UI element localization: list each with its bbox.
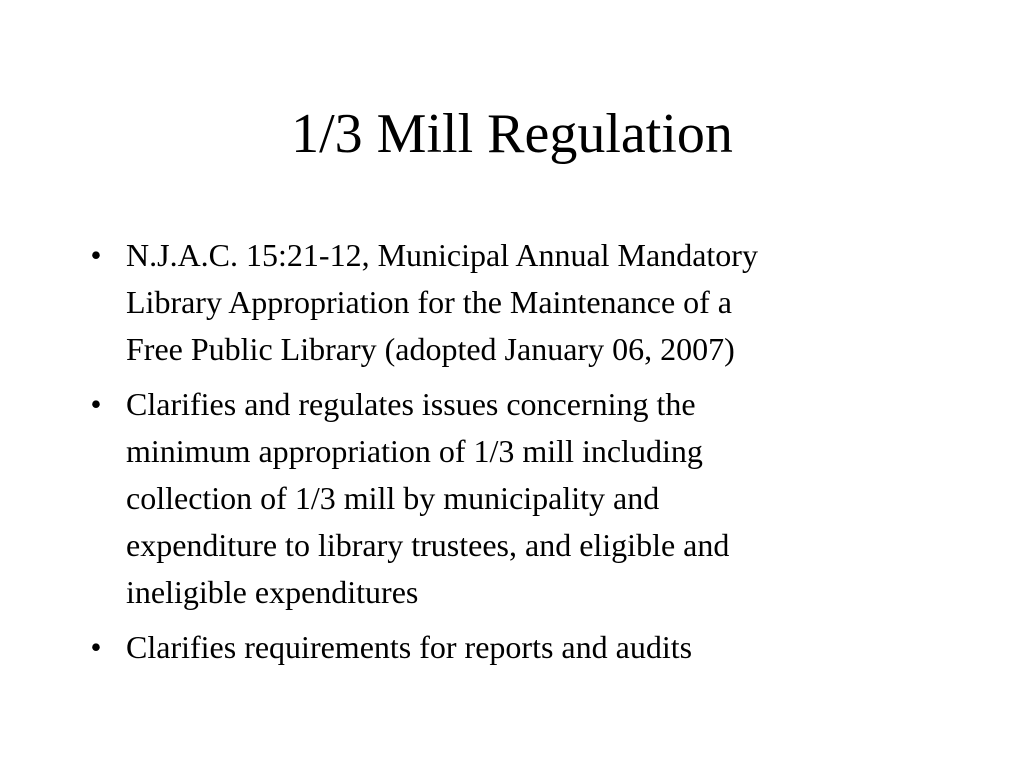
bullet-text-line: N.J.A.C. 15:21-12, Municipal Annual Mandatory <box>126 237 758 273</box>
bullet-icon: • <box>90 629 102 665</box>
bullet-text-line: Library Appropriation for the Maintenance of a <box>126 284 732 320</box>
bullet-item <box>84 381 964 616</box>
bullet-text-line: Clarifies and regulates issues concerning the <box>126 386 696 422</box>
bullet-list <box>84 232 964 679</box>
bullet-text-line: minimum appropriation of 1/3 mill including <box>126 433 703 469</box>
bullet-item <box>84 624 964 671</box>
slide-title: 1/3 Mill Regulation <box>291 103 733 165</box>
bullet-item <box>84 232 964 373</box>
bullet-text-line: expenditure to library trustees, and eligible and <box>126 527 730 563</box>
bullet-text-line: Clarifies requirements for reports and audits <box>126 629 693 665</box>
bullet-icon: • <box>90 237 102 273</box>
bullet-icon: • <box>90 386 102 422</box>
bullet-text-line: collection of 1/3 mill by municipality and <box>126 480 660 516</box>
bullet-text-line: ineligible expenditures <box>126 574 419 610</box>
bullet-text-line: Free Public Library (adopted January 06, 2007) <box>126 331 735 367</box>
